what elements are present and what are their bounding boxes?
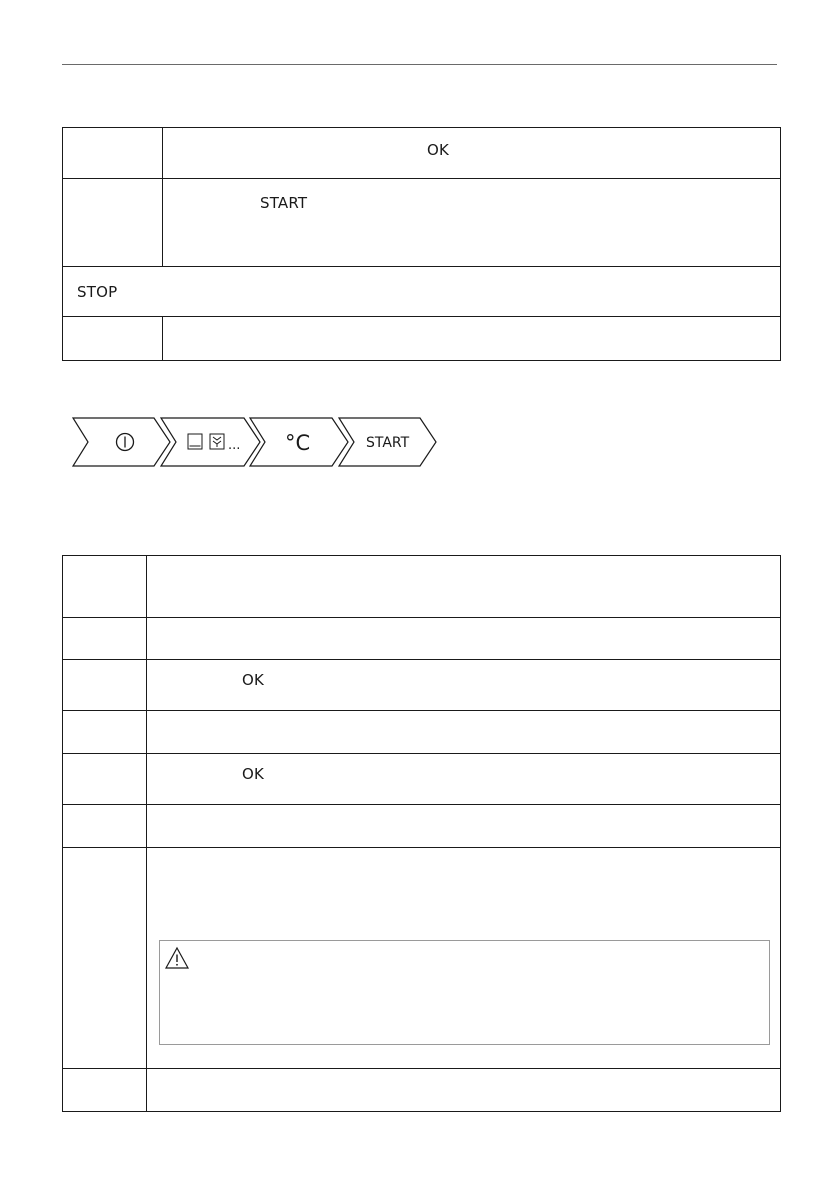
start-label: START [366,435,410,451]
oven-function-icons [188,434,224,449]
row-divider [62,710,781,711]
warning-box [159,940,770,1045]
row-divider [62,178,781,179]
temperature-icon: °C [285,431,311,455]
table-row [427,141,449,159]
stop-label: STOP [77,283,118,301]
column-divider [162,127,163,267]
table-border [62,127,781,361]
table-row [242,671,264,689]
row-divider [62,1068,781,1069]
ok-label: OK [427,141,450,159]
row-divider [62,659,781,660]
row-divider [62,617,781,618]
start-label: START [260,194,308,212]
ok-label: OK [242,765,265,783]
row-divider [62,753,781,754]
row-divider [62,316,781,317]
power-icon [117,434,134,451]
row-divider [62,266,781,267]
row-divider [62,847,781,848]
table-row [260,194,307,212]
flow-step-power [73,418,170,466]
flow-diagram [72,416,442,468]
warning-icon [164,946,190,970]
table-row [242,765,264,783]
header-rule [62,64,777,65]
row-divider [62,804,781,805]
table-row [77,283,117,301]
steps-table-1 [62,127,781,361]
function-ellipsis: ... [228,438,241,453]
ok-label: OK [242,671,265,689]
column-divider [162,317,163,361]
steps-table-2 [62,555,781,1112]
column-divider [146,555,147,1112]
